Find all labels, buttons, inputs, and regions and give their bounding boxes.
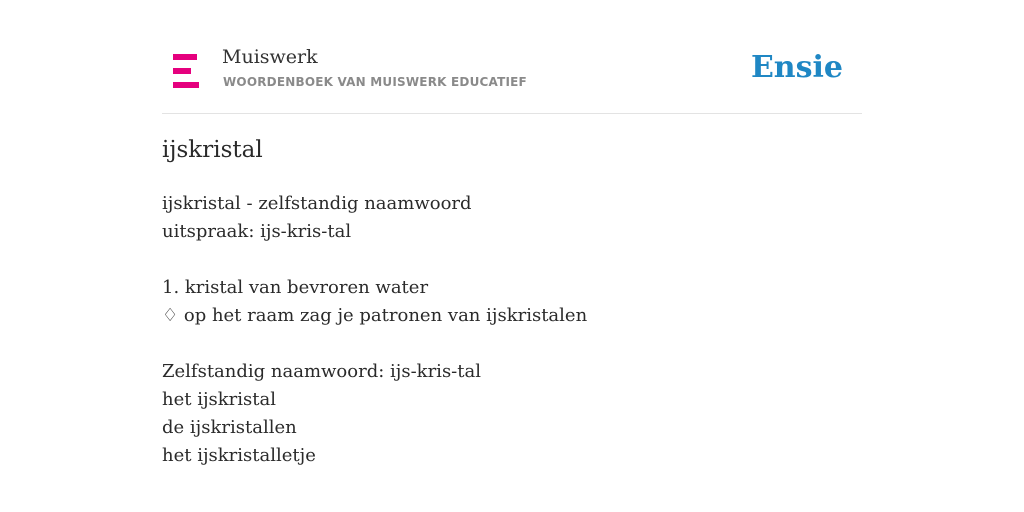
- definition-line-blank: [162, 330, 862, 358]
- definition-line-pronunciation: uitspraak: ijs-kris-tal: [162, 221, 352, 242]
- definition-line-example: ♢ op het raam zag je patronen van ijskristalen: [162, 305, 588, 326]
- definition-line-diminutive: het ijskristalletje: [162, 445, 316, 466]
- definition-line-word-class: ijskristal - zelfstandig naamwoord: [162, 193, 472, 214]
- entry-definition: [162, 190, 862, 470]
- definition-line-meaning: 1. kristal van bevroren water: [162, 277, 429, 298]
- entry-title: ijskristal: [162, 137, 263, 163]
- brand-name[interactable]: Muiswerk: [222, 46, 318, 68]
- definition-line-blank: [162, 246, 862, 274]
- site-header: [162, 40, 862, 114]
- brand-subtitle: WOORDENBOEK VAN MUISWERK EDUCATIEF: [223, 75, 527, 89]
- muiswerk-logo-icon[interactable]: [173, 54, 201, 88]
- definition-line-syllables: Zelfstandig naamwoord: ijs-kris-tal: [162, 361, 481, 382]
- definition-line-singular: het ijskristal: [162, 389, 277, 410]
- definition-line-plural: de ijskristallen: [162, 417, 297, 438]
- ensie-logo[interactable]: Ensie: [750, 50, 843, 85]
